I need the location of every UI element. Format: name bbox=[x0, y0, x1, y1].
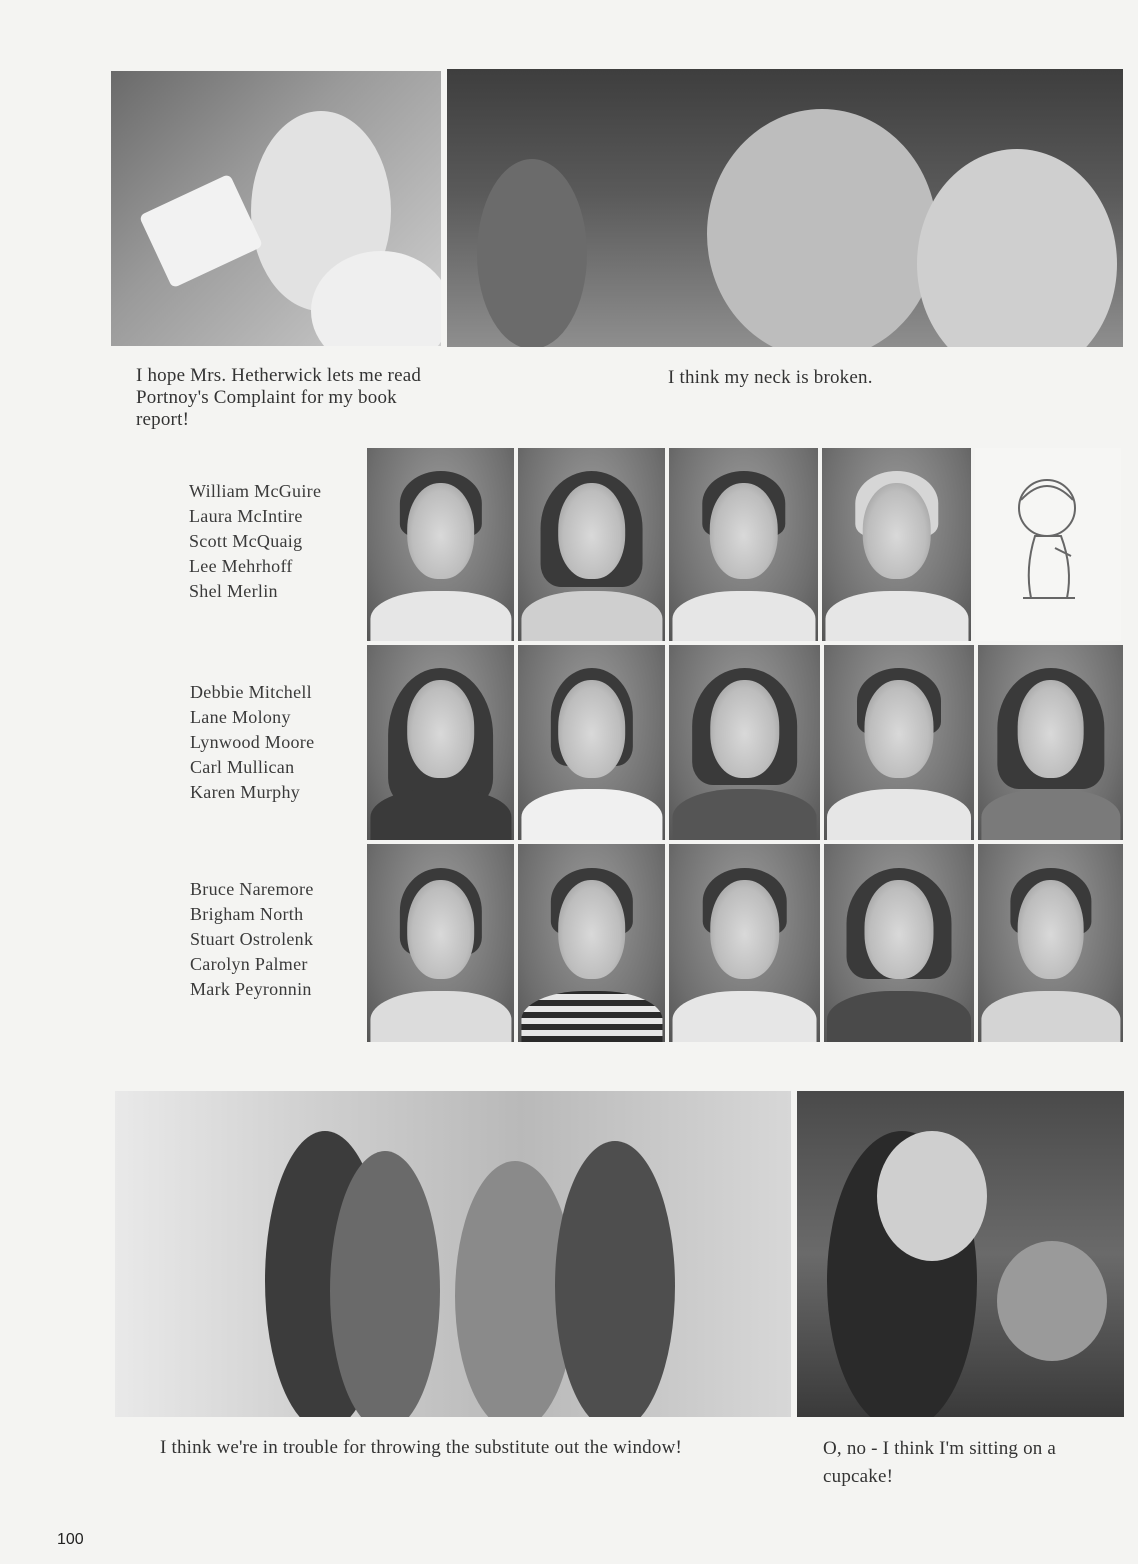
portrait bbox=[824, 844, 974, 1042]
names-row-2 bbox=[190, 680, 314, 805]
student-name: Debbie Mitchell bbox=[190, 682, 312, 702]
portrait bbox=[669, 645, 820, 840]
student-name: Mark Peyronnin bbox=[190, 979, 312, 999]
portrait bbox=[367, 844, 514, 1042]
photo-girls-hallway bbox=[115, 1091, 791, 1417]
portrait bbox=[822, 448, 971, 641]
portrait bbox=[518, 645, 665, 840]
caption-bottom-right: O, no - I think I'm sitting on a cupcake! bbox=[823, 1438, 1057, 1487]
student-name: Lee Mehrhoff bbox=[189, 556, 293, 576]
praying-child-cartoon bbox=[975, 448, 1121, 641]
student-name: Karen Murphy bbox=[190, 782, 301, 802]
caption-top-left: I hope Mrs. Hetherwick lets me read Portnoy's Complaint for my book report! bbox=[136, 365, 422, 430]
student-name: Brigham North bbox=[190, 904, 304, 924]
portrait bbox=[824, 645, 974, 840]
student-name: Lane Molony bbox=[190, 707, 291, 727]
portrait bbox=[978, 645, 1123, 840]
student-name: William McGuire bbox=[189, 481, 322, 501]
caption-bottom-left: I think we're in trouble for throwing the substitute out the window! bbox=[160, 1437, 683, 1458]
page-number: 100 bbox=[57, 1531, 84, 1548]
student-name: Scott McQuaig bbox=[189, 531, 303, 551]
portrait bbox=[367, 448, 514, 641]
names-row-1 bbox=[189, 479, 321, 604]
portrait bbox=[669, 448, 818, 641]
student-name: Bruce Naremore bbox=[190, 879, 314, 899]
portrait bbox=[978, 844, 1123, 1042]
portrait bbox=[518, 448, 665, 641]
photo-girl-reading bbox=[111, 71, 441, 346]
caption-top-right: I think my neck is broken. bbox=[668, 367, 873, 388]
student-name: Stuart Ostrolenk bbox=[190, 929, 314, 949]
student-name: Carl Mullican bbox=[190, 757, 295, 777]
portrait bbox=[669, 844, 820, 1042]
student-name: Carolyn Palmer bbox=[190, 954, 308, 974]
portrait bbox=[518, 844, 665, 1042]
student-name: Lynwood Moore bbox=[190, 732, 315, 752]
names-row-3 bbox=[190, 877, 314, 1002]
student-name: Shel Merlin bbox=[189, 581, 278, 601]
student-name: Laura McIntire bbox=[189, 506, 303, 526]
photo-girl-covering-face bbox=[797, 1091, 1124, 1417]
portrait bbox=[367, 645, 514, 840]
photo-dance-crowd bbox=[447, 69, 1123, 347]
